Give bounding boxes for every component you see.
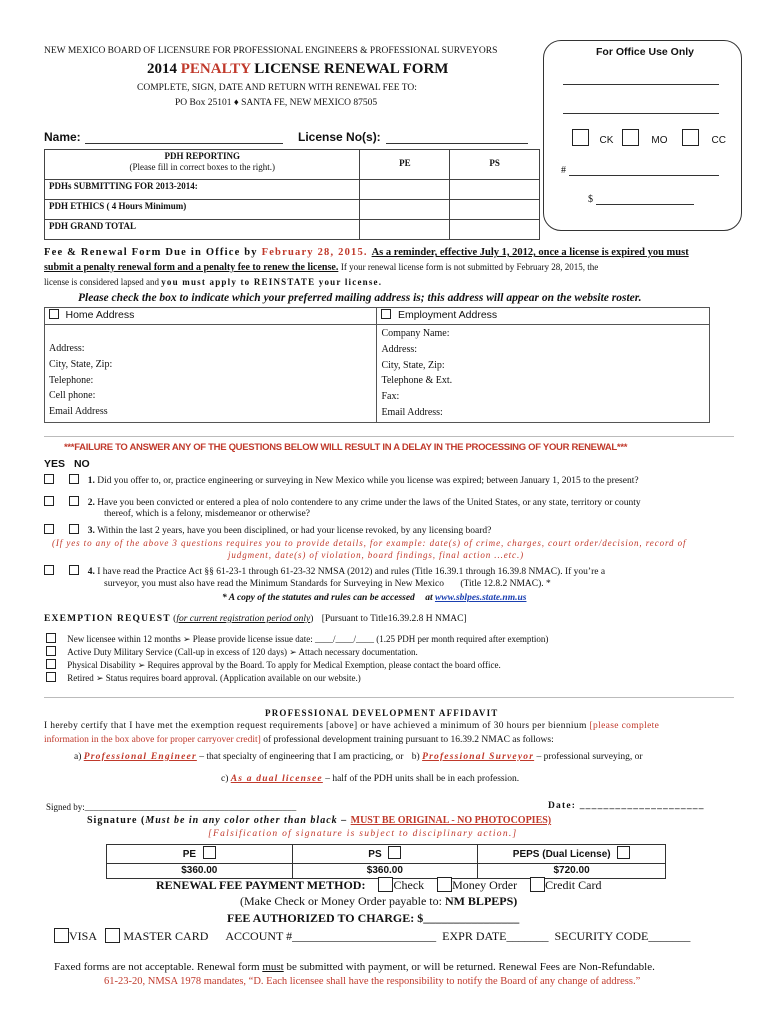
q4-number: 4.: [87, 567, 95, 577]
office-ck-label: CK: [599, 135, 614, 146]
option-c-role: As a dual licensee: [230, 774, 323, 784]
license-field[interactable]: [386, 143, 528, 144]
yes-label: YES: [44, 458, 66, 470]
title-year: 2014: [147, 61, 177, 77]
office-mo-label: MO: [651, 135, 668, 146]
account-field[interactable]: ACCOUNT #________________________: [225, 929, 437, 943]
fee-peps-label: PEPS (Dual License): [512, 849, 611, 860]
fee-peps-amount: $720.00: [478, 863, 666, 879]
due-prefix: Fee & Renewal Form Due in Office by: [44, 247, 258, 258]
employment-address-title: Employment Address: [397, 309, 498, 321]
office-line-2: [563, 113, 719, 114]
office-cc-checkbox[interactable]: [682, 129, 699, 146]
option-a-label: a): [74, 752, 82, 762]
faxed-text-b: be submitted with payment, or will be returned. Renewal Fees are Non-Refundable.: [286, 961, 655, 973]
q2-yes-checkbox[interactable]: [44, 496, 54, 506]
pdh-ethics-pe[interactable]: [360, 200, 450, 220]
due-line3a: license is considered lapsed and: [44, 277, 159, 287]
exemption-retired-checkbox[interactable]: [46, 672, 56, 682]
yes-no-header: [44, 458, 90, 471]
office-line-1: [563, 84, 719, 85]
board-name: NEW MEXICO BOARD OF LICENSURE FOR PROFESSIONAL ENGINEERS & PROFESSIONAL SURVEYORS: [44, 46, 498, 56]
pdh-submitting-ps[interactable]: [450, 180, 540, 200]
pdh-ethics-ps[interactable]: [450, 200, 540, 220]
due-line3b: you must apply to REINSTATE your license.: [161, 277, 383, 287]
due-line-3: [44, 277, 382, 288]
exemption-disability-checkbox[interactable]: [46, 659, 56, 669]
exemption-period: for current registration period only: [176, 614, 311, 624]
fee-ps-label: PS: [368, 849, 382, 860]
option-c-label: c): [221, 774, 229, 784]
signed-by-field[interactable]: Signed by:_______________________________________________: [46, 802, 297, 812]
home-field: Address:: [49, 343, 85, 354]
master-card-label: MASTER CARD: [123, 929, 209, 943]
fee-authorized[interactable]: FEE AUTHORIZED TO CHARGE: $________________: [227, 911, 520, 925]
home-address-header: [45, 308, 377, 325]
q4-text: I have read the Practice Act §§ 61-23-1 through 61-23-32 NMSA (2012) and rules (Title 16.39.1 through 16.39.8 NMAC). If you’re a: [97, 567, 606, 577]
question-4: [44, 565, 605, 579]
option-b-text: – professional surveying, or: [536, 752, 643, 762]
office-amount-line[interactable]: [596, 204, 694, 205]
exemption-disability-text: Physical Disability ➢ Requires approval by the Board. To apply for Medical Exemption, please contact the board office.: [67, 660, 501, 670]
q4-note-at: at: [425, 593, 433, 603]
q1-no-checkbox[interactable]: [69, 474, 79, 484]
option-b-role: Professional Surveyor: [422, 752, 535, 762]
fee-pe-header: [107, 845, 293, 864]
q3-note-b: judgment, date(s) of violation, board findings, final action ...etc.): [228, 550, 524, 560]
divider: [44, 436, 734, 437]
sig-c: –: [341, 815, 348, 826]
fee-pe-label: PE: [182, 849, 197, 860]
pay-check-checkbox[interactable]: [378, 877, 393, 892]
q2-text: Have you been convicted or entered a plea of nolo contendere to any crime under the laws of the United States, or any state, territory or county: [97, 498, 641, 508]
question-3: [44, 524, 491, 538]
employment-field: Email Address:: [381, 406, 443, 418]
q2-number: 2.: [87, 498, 95, 508]
address-change-statute: 61-23-20, NMSA 1978 mandates, “D. Each licensee shall have the responsibility to notify the Board of any change of address.”: [104, 976, 641, 987]
form-title: [147, 60, 448, 79]
q2-continued: thereof, which is a felony, misdemeanor or otherwise?: [104, 509, 310, 519]
home-field: City, State, Zip:: [49, 358, 113, 370]
payable-note: [240, 894, 517, 909]
visa-label: VISA: [69, 929, 97, 943]
fee-peps-checkbox[interactable]: [617, 846, 630, 859]
master-card-checkbox[interactable]: [105, 928, 120, 943]
due-reminder-2: submit a penalty renewal form and a penalty fee to renew the license.: [44, 262, 339, 273]
affidavit-text-2: of professional development training pursuant to 16.39.2 NMAC as follows:: [263, 735, 554, 745]
name-field[interactable]: [85, 143, 283, 144]
employment-field: City, State, Zip:: [381, 359, 445, 371]
q4-yes-checkbox[interactable]: [44, 565, 54, 575]
faxed-notice: [54, 961, 655, 975]
employment-field: Address:: [381, 343, 418, 355]
employment-field: Fax:: [381, 391, 400, 403]
q3-note-a: (If yes to any of the above 3 questions requires you to provide details, for example: date(s) of crime, charges, court order/decision, record of: [52, 538, 687, 548]
date-field[interactable]: Date: _____________________: [548, 801, 705, 811]
office-ck-checkbox[interactable]: [572, 129, 589, 146]
return-instructions: COMPLETE, SIGN, DATE AND RETURN WITH RENEWAL FEE TO:: [137, 83, 417, 93]
pdh-grand-total-label: PDH GRAND TOTAL: [45, 220, 360, 240]
due-reminder: As a reminder, effective July 1, 2012, once a license is expired you must: [371, 247, 689, 258]
home-address-title: Home Address: [65, 309, 135, 321]
exemption-header: EXEMPTION REQUEST (for current registration period only) [Pursuant to Title16.39.2.8 H NMAC]: [44, 614, 467, 624]
due-line-2: [44, 262, 598, 275]
security-code-field[interactable]: SECURITY CODE_______: [554, 929, 691, 943]
q4-note: [222, 593, 526, 605]
pdh-ps-header: PS: [450, 150, 540, 180]
q3-text: Within the last 2 years, have you been disciplined, or had your license revoked, by any licensing board?: [97, 526, 492, 536]
office-use-title: For Office Use Only: [596, 46, 695, 58]
option-a-role: Professional Engineer: [83, 752, 197, 762]
employment-field: Telephone & Ext.: [381, 375, 453, 387]
exemption-new-licensee-text: New licensee within 12 months ➢ Please provide license issue date: ____/____/____ (1.25 PDH per month required after exemption): [67, 634, 549, 644]
affidavit-title: PROFESSIONAL DEVELOPMENT AFFIDAVIT: [265, 708, 499, 718]
pdh-pe-header: PE: [360, 150, 450, 180]
q1-text: Did you offer to, or, practice engineering or surveying in New Mexico while you license was expired; between January 1, 2015 to the present?: [97, 476, 639, 486]
card-row: [54, 928, 690, 944]
pdh-submitting-label: PDHs SUBMITTING FOR 2013-2014:: [45, 180, 360, 200]
office-amount-label: $: [588, 194, 593, 205]
due-rest: If your renewal license form is not submitted by February 28, 2015, the: [340, 262, 599, 272]
fee-table: [106, 844, 666, 879]
sig-b: Must be in any color other than black: [145, 815, 338, 826]
name-label: Name:: [44, 130, 81, 144]
q3-number: 3.: [87, 526, 95, 536]
no-label: NO: [73, 458, 90, 470]
office-mo-checkbox[interactable]: [622, 129, 639, 146]
employment-address-fields[interactable]: [377, 325, 710, 423]
statutes-link[interactable]: www.sblpes.state.nm.us: [434, 593, 527, 603]
exemption-pursuant: [Pursuant to Title16.39.2.8 H NMAC]: [321, 614, 467, 624]
mailing-instruction: Please check the box to indicate which your preferred mailing address is; this address will appear on the website roster.: [78, 292, 642, 304]
payable-text: (Make Check or Money Order payable to:: [240, 894, 442, 908]
title-penalty: PENALTY: [180, 61, 251, 77]
pdh-fill-note: (Please fill in correct boxes to the right.): [129, 162, 275, 173]
home-field: Email Address: [49, 406, 108, 418]
q3-yes-checkbox[interactable]: [44, 524, 54, 534]
exemption-item: [46, 672, 361, 684]
q4-text-c: (Title 12.8.2 NMAC). *: [460, 579, 551, 589]
address-table: [44, 307, 710, 423]
pdh-ethics-label: PDH ETHICS ( 4 Hours Minimum): [45, 200, 360, 220]
license-label: License No(s):: [298, 130, 381, 144]
q4-note-text: * A copy of the statutes and rules can be accessed: [222, 593, 415, 603]
employment-field: Company Name:: [381, 328, 450, 339]
option-a-text: – that specialty of engineering that I am practicing, or: [199, 752, 404, 762]
falsification-note: [Falsification of signature is subject to disciplinary action.]: [208, 829, 518, 839]
title-rest: LICENSE RENEWAL FORM: [254, 61, 449, 77]
q1-yes-checkbox[interactable]: [44, 474, 54, 484]
pdh-reporting: PDH REPORTING: [164, 151, 240, 161]
pay-credit-card-checkbox[interactable]: [530, 877, 545, 892]
exemption-item: [46, 646, 418, 658]
due-date: February 28, 2015.: [261, 247, 368, 258]
divider: [44, 697, 734, 698]
pay-check-label: Check: [393, 878, 425, 892]
sig-a: Signature (: [87, 815, 146, 826]
faxed-must: must: [262, 961, 284, 973]
q2-no-checkbox[interactable]: [69, 496, 79, 506]
affidavit-line-1: [44, 721, 659, 733]
affidavit-text-1: I hereby certify that I have met the exemption request requirements [above] or have achieved a minimum of 30 hours per biennium: [44, 721, 587, 731]
pay-credit-card-label: Credit Card: [545, 878, 602, 892]
affidavit-option-c: [221, 774, 519, 786]
pdh-submitting-pe[interactable]: [360, 180, 450, 200]
q4-no-checkbox[interactable]: [69, 565, 79, 575]
employment-address-checkbox[interactable]: [381, 309, 391, 319]
sig-d: MUST BE ORIGINAL - NO PHOTOCOPIES): [350, 815, 552, 826]
fee-ps-header: [292, 845, 478, 864]
home-address-fields[interactable]: [45, 325, 377, 423]
mailing-address: PO Box 25101 ♦ SANTA FE, NEW MEXICO 87505: [175, 98, 378, 108]
faxed-text-a: Faxed forms are not acceptable. Renewal form: [54, 961, 260, 973]
exemption-retired-text: Retired ➢ Status requires board approval. (Application available on our website.): [67, 673, 361, 683]
fee-pe-checkbox[interactable]: [203, 846, 216, 859]
exemption-military-checkbox[interactable]: [46, 646, 56, 656]
payable-to: NM BLPEPS): [444, 894, 518, 908]
office-payment-boxes: [572, 129, 726, 148]
affidavit-text-1-red: [please complete: [589, 721, 660, 731]
expr-date-field[interactable]: EXPR DATE_______: [442, 929, 549, 943]
q1-number: 1.: [87, 476, 95, 486]
home-field: Cell phone:: [49, 390, 96, 402]
employment-address-header: [377, 308, 710, 325]
fee-pe-amount: $360.00: [107, 863, 293, 879]
question-2: [44, 496, 641, 510]
payment-method-label: RENEWAL FEE PAYMENT METHOD:: [156, 878, 366, 892]
exemption-item: [46, 633, 548, 645]
home-address-checkbox[interactable]: [49, 309, 59, 319]
exemption-item: [46, 659, 501, 671]
home-field: Telephone:: [49, 374, 94, 386]
q3-no-checkbox[interactable]: [69, 524, 79, 534]
visa-checkbox[interactable]: [54, 928, 69, 943]
pdh-reporting-cell: [45, 150, 360, 180]
pdh-table: [44, 149, 540, 240]
q4-continued: [104, 579, 551, 591]
exemption-military-text: Active Duty Military Service (Call-up in excess of 120 days) ➢ Attach necessary documentation.: [67, 647, 418, 657]
fee-ps-checkbox[interactable]: [388, 846, 401, 859]
signature-note: [87, 815, 551, 828]
office-number-label: #: [561, 165, 566, 176]
option-b-label: b): [411, 752, 420, 762]
affidavit-text-2-red: information in the box above for proper carryover credit]: [44, 735, 261, 745]
pay-money-order-checkbox[interactable]: [437, 877, 452, 892]
fee-ps-amount: $360.00: [292, 863, 478, 879]
affidavit-options-ab: [74, 752, 643, 764]
pdh-grand-total-pe[interactable]: [360, 220, 450, 240]
question-1: [44, 474, 639, 488]
due-line-1: [44, 246, 689, 259]
fee-peps-header: [478, 845, 666, 864]
exemption-title: EXEMPTION REQUEST: [44, 614, 171, 624]
payment-method-row: [156, 877, 601, 893]
office-cc-label: CC: [711, 135, 726, 146]
q4-text-b: surveyor, you must also have read the Minimum Standards for Surveying in New Mexico: [104, 579, 444, 589]
questions-warning: ***FAILURE TO ANSWER ANY OF THE QUESTIONS BELOW WILL RESULT IN A DELAY IN THE PROCESSING OF YOUR RENEWAL***: [64, 442, 628, 453]
affidavit-line-2: [44, 735, 554, 747]
exemption-new-licensee-checkbox[interactable]: [46, 633, 56, 643]
pay-money-order-label: Money Order: [452, 878, 518, 892]
option-c-text: – half of the PDH units shall be in each profession.: [325, 774, 520, 784]
pdh-grand-total-ps[interactable]: [450, 220, 540, 240]
office-number-line[interactable]: [569, 175, 719, 176]
